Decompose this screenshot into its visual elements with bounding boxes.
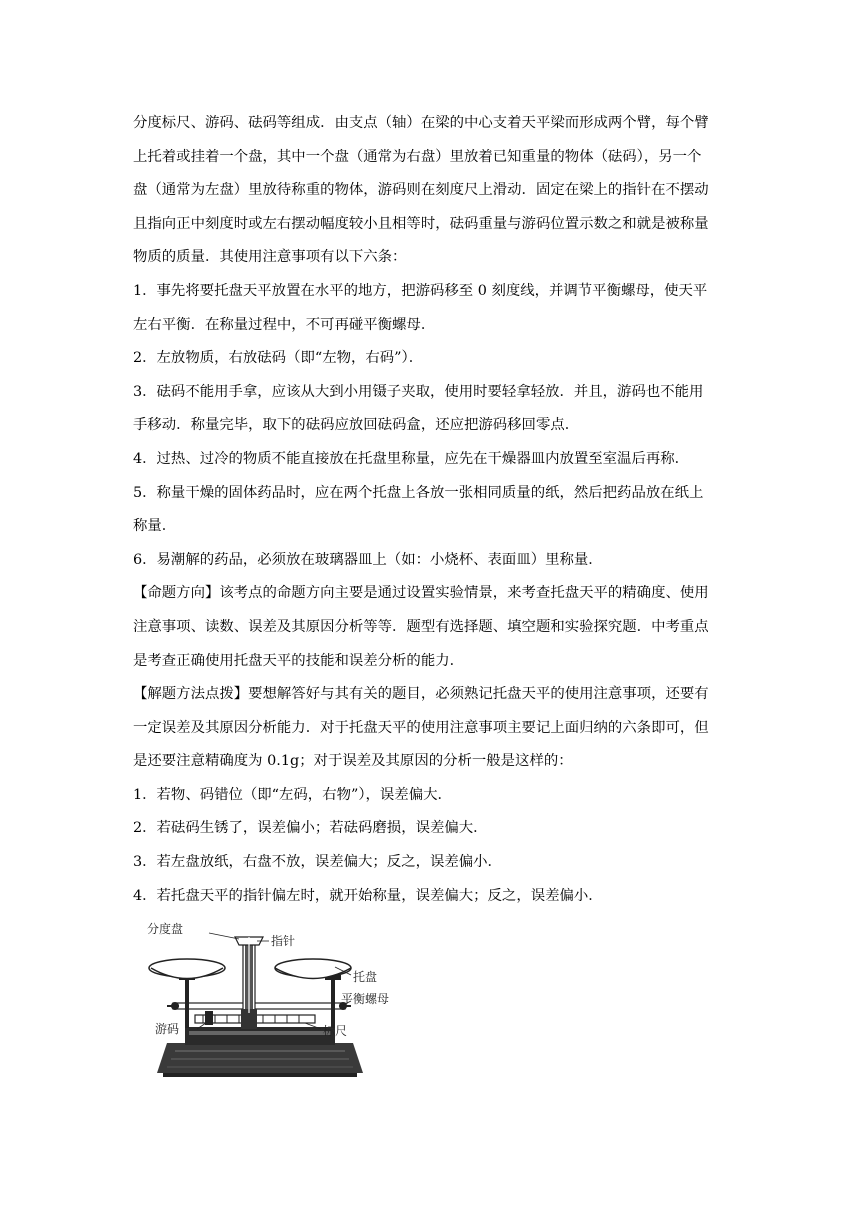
text-line: 称量． <box>133 518 177 535</box>
text-line: 3．若左盘放纸，右盘不放，误差偏大；反之，误差偏小． <box>133 854 502 871</box>
label-scale: 标尺 <box>323 1024 348 1038</box>
text-line: 6．易潮解的药品，必须放在玻璃器皿上（如：小烧杯、表面皿）里称量． <box>133 551 603 568</box>
text-line: 是还要注意精确度为 0.1g；对于误差及其原因的分析一般是这样的： <box>133 753 573 770</box>
text-line: 2．若砝码生锈了，误差偏小；若砝码磨损，误差偏大． <box>133 820 488 837</box>
text-line: 4．若托盘天平的指针偏左时，就开始称量，误差偏大；反之，误差偏小． <box>133 887 603 904</box>
text-line: 注意事项、读数、误差及其原因分析等等．题型有选择题、填空题和实验探究题．中考重点 <box>133 618 709 635</box>
label-dial: 分度盘 <box>147 922 184 936</box>
label-pan: 托盘 <box>353 970 378 984</box>
text-line: 1．若物、码错位（即“左码，右物”），误差偏大． <box>133 786 452 803</box>
text-line: 【命题方向】该考点的命题方向主要是通过设置实验情景，来考查托盘天平的精确度、使用 <box>133 585 709 602</box>
text-line: 左右平衡．在称量过程中，不可再碰平衡螺母． <box>133 316 436 333</box>
text-line: 是考查正确使用托盘天平的技能和误差分析的能力． <box>133 652 464 669</box>
text-line: 分度标尺、游码、砝码等组成．由支点（轴）在梁的中心支着天平梁而形成两个臂，每个臂 <box>133 115 709 131</box>
document-body <box>133 107 733 913</box>
text-line: 1．事先将要托盘天平放置在水平的地方，把游码移至 0 刻度线，并调节平衡螺母，使天平 <box>133 282 708 299</box>
balance-beam <box>167 1002 351 1025</box>
pan-left <box>149 959 225 979</box>
text-line: 物质的质量．其使用注意事项有以下六条： <box>133 249 407 266</box>
label-balance-nut: 平衡螺母 <box>341 992 390 1006</box>
label-rider: 游码 <box>155 1022 180 1036</box>
text-line: 3．砝码不能用手拿，应该从大到小用镊子夹取，使用时要轻拿轻放．并且，游码也不能用 <box>133 383 704 400</box>
text-line: 4．过热、过冷的物质不能直接放在托盘里称量，应先在干燥器皿内放置至室温后再称． <box>133 450 690 467</box>
text-line: 一定误差及其原因分析能力．对于托盘天平的使用注意事项主要记上面归纳的六条即可，但 <box>133 719 709 736</box>
text-line: 上托着或挂着一个盘，其中一个盘（通常为右盘）里放着已知重量的物体（砝码），另一个 <box>133 148 702 165</box>
text-line: 2．左放物质，右放砝码（即“左物，右码”）． <box>133 350 424 367</box>
label-pointer: 指针 <box>271 934 296 948</box>
text-line: 5．称量干燥的固体药品时，应在两个托盘上各放一张相同质量的纸，然后把药品放在纸上 <box>133 484 704 501</box>
text-line: 【解题方法点拨】要想解答好与其有关的题目，必须熟记托盘天平的使用注意事项，还要有 <box>133 686 709 703</box>
balance-figure <box>145 922 390 1078</box>
text-line: 手移动．称量完毕，取下的砝码应放回砝码盒，还应把游码移回零点． <box>133 417 580 434</box>
text-line: 且指向正中刻度时或左右摆动幅度较小且相等时，砝码重量与游码位置示数之和就是被称量 <box>133 215 709 232</box>
text-line: 盘（通常为左盘）里放待称重的物体，游码则在刻度尺上滑动．固定在梁上的指针在不摆动 <box>133 182 709 199</box>
